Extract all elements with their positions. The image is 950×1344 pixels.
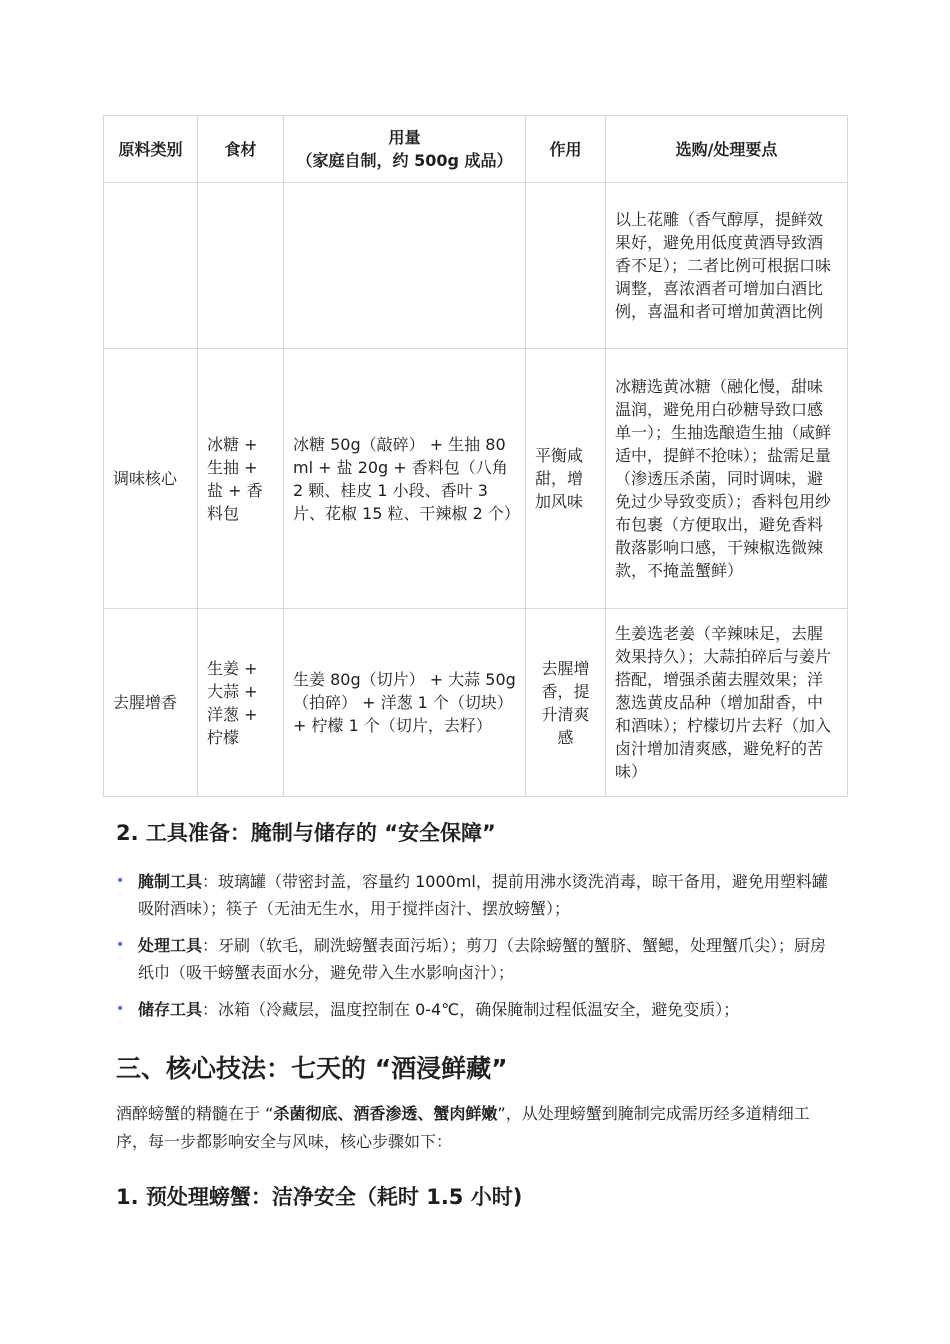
- list-item: [116, 932, 841, 986]
- chapter-title: 三、核心技法：七天的 “酒浸鲜藏”: [116, 1054, 508, 1083]
- header-tips: 选购/处理要点: [606, 116, 848, 183]
- table-row: [104, 609, 848, 797]
- tools-list: [116, 868, 841, 1033]
- list-item: [116, 868, 841, 922]
- header-function: 作用: [526, 116, 606, 183]
- table-row: [104, 349, 848, 609]
- table-header-row: [104, 116, 848, 183]
- cell-category: [104, 183, 198, 349]
- tool-name: 处理工具: [138, 936, 203, 955]
- cell-ingredient: [198, 183, 284, 349]
- cell-function: [526, 183, 606, 349]
- intro-before: 酒醉螃蟹的精髓在于 “: [116, 1104, 274, 1123]
- cell-tips: 生姜选老姜（辛辣味足，去腥效果持久）；大蒜拍碎后与姜片搭配，增强杀菌去腥效果；洋葱选黄皮品种（增加甜香，中和酒味）；柠檬切片去籽（加入卤汁增加清爽感，避免籽的苦味）: [606, 609, 848, 797]
- tool-desc: ：牙刷（软毛，刷洗螃蟹表面污垢）；剪刀（去除螃蟹的蟹脐、蟹鳃，处理蟹爪尖）；厨房纸巾（吸干螃蟹表面水分，避免带入生水影响卤汁）；: [138, 936, 827, 982]
- cell-category: 调味核心: [104, 349, 198, 609]
- table-row: [104, 183, 848, 349]
- cell-tips: 以上花雕（香气醇厚，提鲜效果好，避免用低度黄酒导致酒香不足）；二者比例可根据口味调整，喜浓酒者可增加白酒比例，喜温和者可增加黄酒比例: [606, 183, 848, 349]
- cell-tips: 冰糖选黄冰糖（融化慢，甜味温润，避免用白砂糖导致口感单一）；生抽选酿造生抽（咸鲜适中，提鲜不抢味）；盐需足量（渗透压杀菌，同时调味，避免过少导致变质）；香料包用纱布包裹（方便取出，避免香料散落影响口感，干辣椒选微辣款，不掩盖蟹鲜）: [606, 349, 848, 609]
- cell-amount: 生姜 80g（切片） + 大蒜 50g（拍碎） + 洋葱 1 个（切块） + 柠檬 1 个（切片，去籽）: [284, 609, 526, 797]
- bullet-icon: •: [116, 1001, 125, 1017]
- cell-amount: 冰糖 50g（敲碎） + 生抽 80ml + 盐 20g + 香料包（八角 2 颗、桂皮 1 小段、香叶 3 片、花椒 15 粒、干辣椒 2 个）: [284, 349, 526, 609]
- cell-ingredient: 生姜 + 大蒜 + 洋葱 + 柠檬: [198, 609, 284, 797]
- tool-desc: ：玻璃罐（带密封盖，容量约 1000ml，提前用沸水烫洗消毒，晾干备用，避免用塑料罐吸附酒味）；筷子（无油无生水，用于搅拌卤汁、摆放螃蟹）；: [138, 872, 828, 918]
- tool-name: 储存工具: [138, 1000, 203, 1019]
- bullet-icon: •: [116, 873, 125, 889]
- header-amount: [284, 116, 526, 183]
- bullet-icon: •: [116, 937, 125, 953]
- cell-ingredient: 冰糖 + 生抽 + 盐 + 香料包: [198, 349, 284, 609]
- step-title: 1. 预处理螃蟹：洁净安全（耗时 1.5 小时): [116, 1185, 523, 1209]
- list-item: [116, 996, 841, 1023]
- header-ingredient: 食材: [198, 116, 284, 183]
- tool-name: 腌制工具: [138, 872, 203, 891]
- header-amount-line2: （家庭自制，约 500g 成品）: [296, 151, 513, 170]
- header-category: 原料类别: [104, 116, 198, 183]
- cell-function: 去腥增香，提升清爽感: [526, 609, 606, 797]
- cell-function: 平衡咸甜，增加风味: [526, 349, 606, 609]
- intro-emphasis: 杀菌彻底、酒香渗透、蟹肉鲜嫩: [273, 1104, 498, 1123]
- cell-amount: [284, 183, 526, 349]
- chapter-intro: [116, 1100, 841, 1156]
- intro-after: ”，从处理螃蟹到腌制完成需历经多道精细工序，每一步都影响安全与风味，核心步骤如下：: [116, 1104, 810, 1151]
- header-amount-line1: 用量: [388, 128, 421, 147]
- tool-desc: ：冰箱（冷藏层，温度控制在 0-4℃，确保腌制过程低温安全，避免变质）；: [202, 1000, 740, 1019]
- ingredient-table: [103, 115, 848, 797]
- cell-category: 去腥增香: [104, 609, 198, 797]
- section-tools-title: 2. 工具准备：腌制与储存的 “安全保障”: [116, 821, 496, 845]
